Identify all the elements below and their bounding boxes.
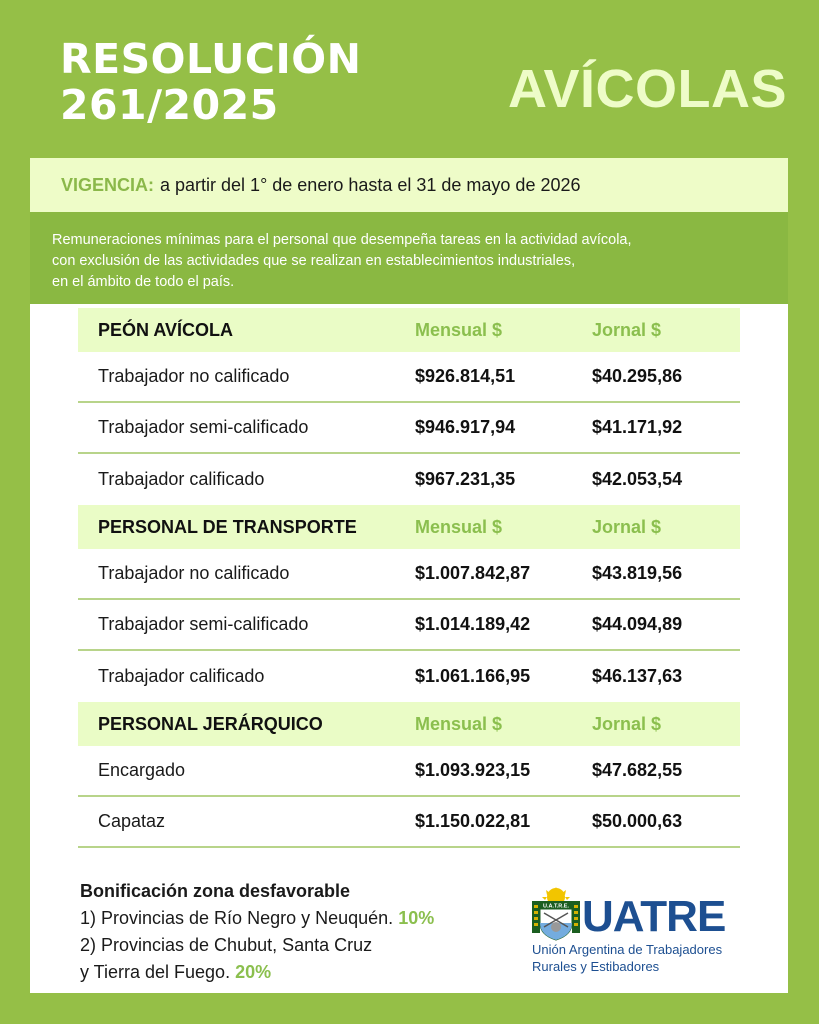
row-category: Trabajador semi-calificado [98,614,309,634]
column-header-monthly: Mensual $ [415,319,503,340]
row-category: Trabajador no calificado [98,366,290,386]
description-line: Remuneraciones mínimas para el personal que desempeña tareas en la actividad avícola, [52,232,632,248]
bonus-item-2-percent: 20% [235,962,272,982]
row-monthly: $1.007.842,87 [415,563,531,583]
section-header-peon-avicola [78,308,740,352]
row-daily: $44.094,89 [592,614,683,634]
row-monthly: $1.014.189,42 [415,614,531,634]
table-row [78,651,740,702]
table-row [78,549,740,600]
bonus-item-1-text: 1) Provincias de Río Negro y Neuquén. [80,908,394,928]
row-daily: $46.137,63 [592,666,683,686]
bonus-section [80,878,434,986]
column-header-daily: Jornal $ [592,516,662,537]
row-monthly: $946.917,94 [415,417,516,437]
uatre-logo [530,887,750,977]
row-category: Trabajador no calificado [98,563,290,583]
row-daily: $40.295,86 [592,366,683,386]
table-row [78,797,740,848]
table-row [78,746,740,797]
uatre-emblem-icon [530,887,582,941]
column-header-monthly: Mensual $ [415,516,503,537]
description-line: con exclusión de las actividades que se realizan en establecimientos industriales, [52,253,576,269]
row-daily: $47.682,55 [592,760,683,780]
section-title: PERSONAL JERÁRQUICO [98,713,323,734]
bonus-item-2 [80,959,434,986]
salary-table [78,308,740,848]
salary-panel [30,304,788,993]
vigencia-banner [30,158,788,212]
column-header-daily: Jornal $ [592,713,662,734]
uatre-wordmark: UATRE [582,892,726,941]
resolution-title [60,36,361,128]
row-category: Encargado [98,760,186,780]
uatre-subtitle-line2: Rurales y Estibadores [532,959,660,974]
section-title: PERSONAL DE TRANSPORTE [98,516,357,537]
row-category: Capataz [98,811,166,831]
table-row [78,403,740,454]
description-line: en el ámbito de todo el país. [52,274,235,290]
resolution-title-line1: RESOLUCIÓN [60,35,362,83]
uatre-subtitle-line1: Unión Argentina de Trabajadores [532,942,723,957]
row-daily: $42.053,54 [592,469,683,489]
row-monthly: $967.231,35 [415,469,516,489]
bonus-item-2-text: y Tierra del Fuego. [80,962,231,982]
section-header-personal-jerarquico [78,702,740,746]
bonus-item-1 [80,905,434,932]
section-title: PEÓN AVÍCOLA [98,319,234,340]
resolution-number: 261/2025 [60,81,279,129]
row-daily: $50.000,63 [592,811,683,831]
bonus-item-1-percent: 10% [398,908,435,928]
table-row [78,600,740,651]
vigencia-label: VIGENCIA: [61,174,155,195]
row-category: Trabajador semi-calificado [98,417,309,437]
category-title: AVÍCOLAS [507,59,787,119]
description-box [30,212,788,304]
vigencia-text: a partir del 1° de enero hasta el 31 de mayo de 2026 [160,174,581,195]
column-header-daily: Jornal $ [592,319,662,340]
row-category: Trabajador calificado [98,469,265,489]
bonus-item-2-line1: 2) Provincias de Chubut, Santa Cruz [80,935,373,955]
row-daily: $41.171,92 [592,417,683,437]
row-category: Trabajador calificado [98,666,265,686]
row-monthly: $1.150.022,81 [415,811,531,831]
row-monthly: $1.061.166,95 [415,666,531,686]
bonus-title: Bonificación zona desfavorable [80,881,351,901]
table-row [78,454,740,505]
row-monthly: $926.814,51 [415,366,516,386]
row-monthly: $1.093.923,15 [415,760,531,780]
uatre-subtitle [532,941,722,975]
column-header-monthly: Mensual $ [415,713,503,734]
table-row [78,352,740,403]
emblem-text: U.A.T.R.E. [543,903,569,910]
section-header-personal-transporte [78,505,740,549]
row-daily: $43.819,56 [592,563,683,583]
